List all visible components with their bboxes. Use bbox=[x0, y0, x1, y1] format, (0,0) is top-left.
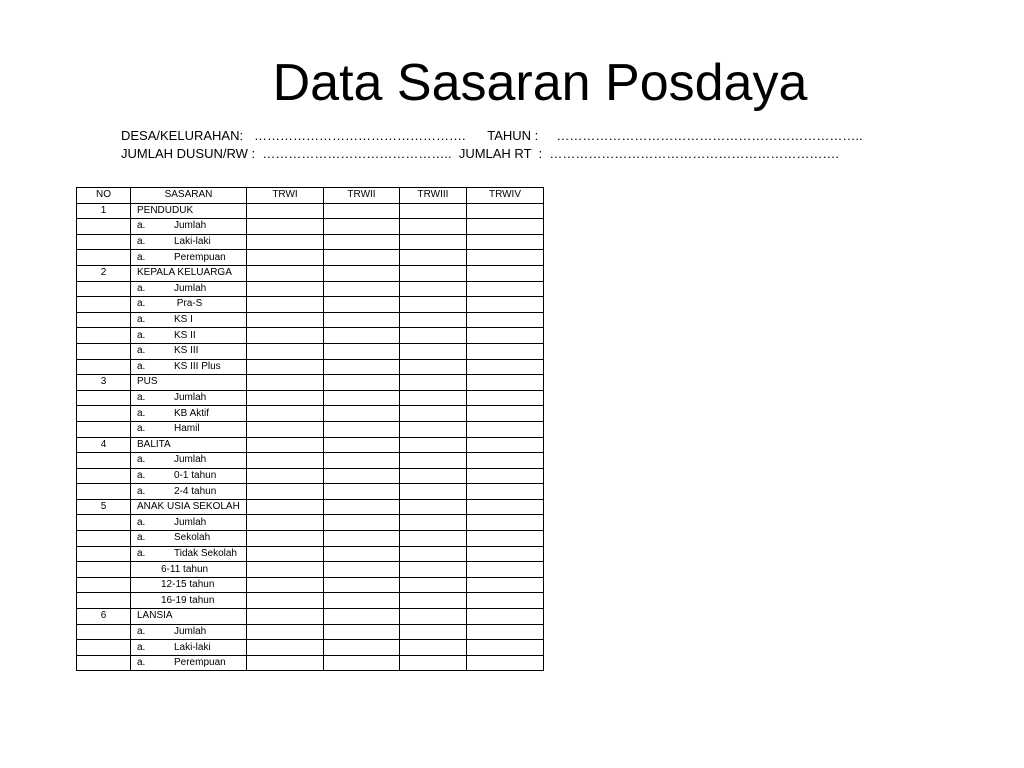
item-marker: a. bbox=[137, 236, 146, 248]
cell-sasaran bbox=[131, 593, 247, 609]
cell-trwi[interactable] bbox=[247, 453, 324, 469]
cell-no bbox=[77, 531, 131, 547]
cell-trwi[interactable] bbox=[247, 484, 324, 500]
cell-trwii[interactable] bbox=[324, 484, 400, 500]
cell-sasaran bbox=[131, 265, 247, 281]
cell-trwiv[interactable] bbox=[467, 375, 544, 391]
cell-sasaran bbox=[131, 343, 247, 359]
item-label: KS I bbox=[174, 314, 193, 326]
cell-trwiv[interactable] bbox=[467, 250, 544, 266]
cell-trwii[interactable] bbox=[324, 577, 400, 593]
cell-trwi[interactable] bbox=[247, 390, 324, 406]
cell-no bbox=[77, 343, 131, 359]
cell-sasaran bbox=[131, 359, 247, 375]
cell-trwiv[interactable] bbox=[467, 437, 544, 453]
cell-no bbox=[77, 640, 131, 656]
cell-trwiv[interactable] bbox=[467, 359, 544, 375]
cell-trwii[interactable] bbox=[324, 281, 400, 297]
cell-trwii[interactable] bbox=[324, 531, 400, 547]
cell-trwiii[interactable] bbox=[400, 312, 467, 328]
cell-trwi[interactable] bbox=[247, 468, 324, 484]
cell-trwiv[interactable] bbox=[467, 421, 544, 437]
cell-trwiii[interactable] bbox=[400, 265, 467, 281]
cell-no bbox=[77, 484, 131, 500]
cell-no: 4 bbox=[77, 437, 131, 453]
cell-trwiii[interactable] bbox=[400, 406, 467, 422]
item-label: PENDUDUK bbox=[137, 204, 194, 216]
cell-trwi[interactable] bbox=[247, 265, 324, 281]
cell-trwiv[interactable] bbox=[467, 484, 544, 500]
cell-trwiii[interactable] bbox=[400, 234, 467, 250]
cell-trwii[interactable] bbox=[324, 562, 400, 578]
cell-trwi[interactable] bbox=[247, 406, 324, 422]
rt-label: JUMLAH RT : bbox=[458, 146, 543, 161]
cell-trwi[interactable] bbox=[247, 421, 324, 437]
tahun-value: …………………………………………………………….. bbox=[556, 128, 863, 143]
item-marker: a. bbox=[137, 625, 146, 637]
table-row bbox=[77, 203, 544, 219]
sasaran-table bbox=[76, 187, 544, 671]
cell-sasaran bbox=[131, 609, 247, 625]
cell-sasaran bbox=[131, 234, 247, 250]
cell-trwiv[interactable] bbox=[467, 406, 544, 422]
cell-trwi[interactable] bbox=[247, 499, 324, 515]
header-no: NO bbox=[77, 188, 131, 204]
item-label: 0-1 tahun bbox=[174, 469, 217, 481]
cell-trwiii[interactable] bbox=[400, 281, 467, 297]
cell-no bbox=[77, 234, 131, 250]
cell-no: 5 bbox=[77, 499, 131, 515]
cell-trwii[interactable] bbox=[324, 515, 400, 531]
cell-trwii[interactable] bbox=[324, 624, 400, 640]
meta-row-desa bbox=[121, 127, 863, 144]
cell-trwiv[interactable] bbox=[467, 203, 544, 219]
item-label: Laki-laki bbox=[174, 641, 211, 653]
header-trwi: TRWI bbox=[247, 188, 324, 204]
cell-trwi[interactable] bbox=[247, 531, 324, 547]
cell-trwiii[interactable] bbox=[400, 437, 467, 453]
cell-sasaran bbox=[131, 312, 247, 328]
cell-trwiv[interactable] bbox=[467, 655, 544, 671]
item-label: 16-19 tahun bbox=[161, 594, 215, 606]
cell-no bbox=[77, 297, 131, 313]
item-marker: a. bbox=[137, 329, 146, 341]
cell-no bbox=[77, 515, 131, 531]
cell-trwiii[interactable] bbox=[400, 328, 467, 344]
meta-row-dusun bbox=[121, 145, 839, 162]
table-row bbox=[77, 562, 544, 578]
table-row bbox=[77, 219, 544, 235]
table-header-row bbox=[77, 188, 544, 204]
item-label: Jumlah bbox=[174, 516, 207, 528]
item-label: Sekolah bbox=[174, 532, 211, 544]
cell-sasaran bbox=[131, 375, 247, 391]
item-marker: a. bbox=[137, 485, 146, 497]
cell-trwi[interactable] bbox=[247, 359, 324, 375]
cell-sasaran bbox=[131, 203, 247, 219]
cell-sasaran bbox=[131, 297, 247, 313]
cell-trwii[interactable] bbox=[324, 219, 400, 235]
item-marker: a. bbox=[137, 345, 146, 357]
table-row bbox=[77, 406, 544, 422]
cell-trwi[interactable] bbox=[247, 297, 324, 313]
cell-trwi[interactable] bbox=[247, 234, 324, 250]
cell-sasaran bbox=[131, 515, 247, 531]
cell-trwiii[interactable] bbox=[400, 562, 467, 578]
cell-trwiv[interactable] bbox=[467, 234, 544, 250]
cell-trwii[interactable] bbox=[324, 453, 400, 469]
table-row bbox=[77, 390, 544, 406]
item-marker: a. bbox=[137, 423, 146, 435]
cell-trwii[interactable] bbox=[324, 437, 400, 453]
cell-trwiii[interactable] bbox=[400, 546, 467, 562]
cell-trwiv[interactable] bbox=[467, 281, 544, 297]
cell-no: 2 bbox=[77, 265, 131, 281]
item-label: 6-11 tahun bbox=[161, 563, 209, 575]
item-marker: a. bbox=[137, 657, 146, 669]
dusun-label: JUMLAH DUSUN/RW : bbox=[121, 146, 256, 161]
cell-sasaran bbox=[131, 562, 247, 578]
cell-no bbox=[77, 328, 131, 344]
desa-value: …………………………………………. bbox=[253, 128, 466, 143]
cell-trwii[interactable] bbox=[324, 655, 400, 671]
cell-trwiv[interactable] bbox=[467, 468, 544, 484]
cell-trwiii[interactable] bbox=[400, 250, 467, 266]
cell-trwi[interactable] bbox=[247, 515, 324, 531]
cell-trwi[interactable] bbox=[247, 343, 324, 359]
table-row bbox=[77, 484, 544, 500]
cell-trwiii[interactable] bbox=[400, 484, 467, 500]
item-label: Jumlah bbox=[174, 625, 207, 637]
cell-trwii[interactable] bbox=[324, 546, 400, 562]
item-label: Pra-S bbox=[174, 298, 203, 310]
cell-trwiii[interactable] bbox=[400, 390, 467, 406]
cell-trwiii[interactable] bbox=[400, 593, 467, 609]
table-row bbox=[77, 297, 544, 313]
item-marker: a. bbox=[137, 547, 146, 559]
item-marker: a. bbox=[137, 251, 146, 263]
rt-value: …………………………………………………………. bbox=[549, 146, 839, 161]
cell-trwii[interactable] bbox=[324, 390, 400, 406]
cell-no bbox=[77, 390, 131, 406]
item-label: Jumlah bbox=[174, 392, 207, 404]
cell-no bbox=[77, 219, 131, 235]
cell-no bbox=[77, 546, 131, 562]
cell-sasaran bbox=[131, 328, 247, 344]
cell-trwiv[interactable] bbox=[467, 453, 544, 469]
cell-trwiii[interactable] bbox=[400, 219, 467, 235]
cell-trwi[interactable] bbox=[247, 219, 324, 235]
cell-no bbox=[77, 577, 131, 593]
cell-sasaran bbox=[131, 484, 247, 500]
table-row bbox=[77, 265, 544, 281]
cell-trwi[interactable] bbox=[247, 203, 324, 219]
header-trwii: TRWII bbox=[324, 188, 400, 204]
item-marker: a. bbox=[137, 407, 146, 419]
item-marker: a. bbox=[137, 360, 146, 372]
cell-trwi[interactable] bbox=[247, 640, 324, 656]
item-label: Perempuan bbox=[174, 657, 226, 669]
item-label: Tidak Sekolah bbox=[174, 547, 237, 559]
table-row bbox=[77, 531, 544, 547]
cell-trwii[interactable] bbox=[324, 609, 400, 625]
item-label: Jumlah bbox=[174, 220, 207, 232]
cell-sasaran bbox=[131, 421, 247, 437]
table-row bbox=[77, 421, 544, 437]
item-label: Perempuan bbox=[174, 251, 226, 263]
item-marker: a. bbox=[137, 641, 146, 653]
table-row bbox=[77, 655, 544, 671]
cell-sasaran bbox=[131, 624, 247, 640]
cell-no bbox=[77, 250, 131, 266]
cell-trwi[interactable] bbox=[247, 655, 324, 671]
table-row bbox=[77, 499, 544, 515]
cell-trwiv[interactable] bbox=[467, 593, 544, 609]
cell-trwiv[interactable] bbox=[467, 531, 544, 547]
cell-trwiii[interactable] bbox=[400, 421, 467, 437]
item-marker: a. bbox=[137, 532, 146, 544]
cell-no bbox=[77, 312, 131, 328]
cell-sasaran bbox=[131, 406, 247, 422]
table-row bbox=[77, 375, 544, 391]
cell-trwiv[interactable] bbox=[467, 219, 544, 235]
cell-sasaran bbox=[131, 250, 247, 266]
cell-no bbox=[77, 562, 131, 578]
cell-trwi[interactable] bbox=[247, 609, 324, 625]
cell-no: 1 bbox=[77, 203, 131, 219]
cell-trwiii[interactable] bbox=[400, 655, 467, 671]
item-marker: a. bbox=[137, 220, 146, 232]
table-row bbox=[77, 577, 544, 593]
table-body bbox=[77, 203, 544, 671]
item-label: PUS bbox=[137, 376, 158, 388]
cell-trwi[interactable] bbox=[247, 624, 324, 640]
page-title: Data Sasaran Posdaya bbox=[272, 54, 808, 112]
table-row bbox=[77, 468, 544, 484]
cell-sasaran bbox=[131, 531, 247, 547]
cell-no bbox=[77, 453, 131, 469]
table-row bbox=[77, 343, 544, 359]
item-label: KS II bbox=[174, 329, 196, 341]
cell-trwii[interactable] bbox=[324, 328, 400, 344]
cell-no: 3 bbox=[77, 375, 131, 391]
cell-trwii[interactable] bbox=[324, 375, 400, 391]
cell-trwii[interactable] bbox=[324, 312, 400, 328]
cell-sasaran bbox=[131, 640, 247, 656]
cell-trwiii[interactable] bbox=[400, 297, 467, 313]
cell-trwii[interactable] bbox=[324, 468, 400, 484]
cell-sasaran bbox=[131, 437, 247, 453]
table-row bbox=[77, 359, 544, 375]
table-row bbox=[77, 624, 544, 640]
item-label: BALITA bbox=[137, 438, 171, 450]
cell-sasaran bbox=[131, 577, 247, 593]
tahun-label: TAHUN : bbox=[487, 128, 539, 143]
item-label: Jumlah bbox=[174, 282, 207, 294]
table-row bbox=[77, 281, 544, 297]
cell-trwiv[interactable] bbox=[467, 499, 544, 515]
table-row bbox=[77, 546, 544, 562]
cell-trwiv[interactable] bbox=[467, 312, 544, 328]
cell-sasaran bbox=[131, 468, 247, 484]
cell-no bbox=[77, 624, 131, 640]
desa-label: DESA/KELURAHAN: bbox=[121, 128, 244, 143]
cell-no bbox=[77, 406, 131, 422]
cell-trwii[interactable] bbox=[324, 234, 400, 250]
item-marker: a. bbox=[137, 516, 146, 528]
cell-trwiv[interactable] bbox=[467, 390, 544, 406]
cell-sasaran bbox=[131, 546, 247, 562]
cell-trwiv[interactable] bbox=[467, 640, 544, 656]
cell-trwiii[interactable] bbox=[400, 468, 467, 484]
item-label: Jumlah bbox=[174, 454, 207, 466]
header-sasaran: SASARAN bbox=[131, 188, 247, 204]
cell-no bbox=[77, 593, 131, 609]
cell-sasaran bbox=[131, 453, 247, 469]
cell-trwiv[interactable] bbox=[467, 343, 544, 359]
header-trwiv: TRWIV bbox=[467, 188, 544, 204]
cell-sasaran bbox=[131, 219, 247, 235]
item-marker: a. bbox=[137, 314, 146, 326]
cell-trwiii[interactable] bbox=[400, 375, 467, 391]
cell-trwiii[interactable] bbox=[400, 203, 467, 219]
cell-trwiii[interactable] bbox=[400, 609, 467, 625]
cell-trwi[interactable] bbox=[247, 281, 324, 297]
cell-trwi[interactable] bbox=[247, 328, 324, 344]
cell-trwiv[interactable] bbox=[467, 624, 544, 640]
cell-trwiv[interactable] bbox=[467, 328, 544, 344]
cell-trwiii[interactable] bbox=[400, 453, 467, 469]
cell-trwii[interactable] bbox=[324, 499, 400, 515]
item-label: KEPALA KELUARGA bbox=[137, 267, 232, 279]
table-row bbox=[77, 250, 544, 266]
cell-trwi[interactable] bbox=[247, 577, 324, 593]
cell-trwii[interactable] bbox=[324, 250, 400, 266]
item-label: 12-15 tahun bbox=[161, 579, 215, 591]
cell-trwiii[interactable] bbox=[400, 531, 467, 547]
table-row bbox=[77, 609, 544, 625]
cell-no bbox=[77, 281, 131, 297]
table-row bbox=[77, 312, 544, 328]
cell-trwii[interactable] bbox=[324, 640, 400, 656]
item-label: KS III bbox=[174, 345, 199, 357]
cell-trwii[interactable] bbox=[324, 343, 400, 359]
item-label: ANAK USIA SEKOLAH bbox=[137, 501, 240, 513]
table-row bbox=[77, 593, 544, 609]
table-row bbox=[77, 437, 544, 453]
cell-trwiii[interactable] bbox=[400, 343, 467, 359]
cell-trwiv[interactable] bbox=[467, 562, 544, 578]
cell-no bbox=[77, 359, 131, 375]
item-marker: a. bbox=[137, 454, 146, 466]
cell-no: 6 bbox=[77, 609, 131, 625]
cell-trwi[interactable] bbox=[247, 546, 324, 562]
cell-no bbox=[77, 421, 131, 437]
cell-trwi[interactable] bbox=[247, 312, 324, 328]
cell-trwi[interactable] bbox=[247, 562, 324, 578]
cell-trwii[interactable] bbox=[324, 203, 400, 219]
cell-sasaran bbox=[131, 390, 247, 406]
item-marker: a. bbox=[137, 469, 146, 481]
cell-trwiv[interactable] bbox=[467, 577, 544, 593]
cell-trwiii[interactable] bbox=[400, 640, 467, 656]
cell-no bbox=[77, 468, 131, 484]
cell-trwiii[interactable] bbox=[400, 359, 467, 375]
cell-trwiv[interactable] bbox=[467, 546, 544, 562]
cell-no bbox=[77, 655, 131, 671]
header-trwiii: TRWIII bbox=[400, 188, 467, 204]
dusun-value: …………………………………….. bbox=[262, 146, 452, 161]
cell-trwi[interactable] bbox=[247, 437, 324, 453]
cell-trwiv[interactable] bbox=[467, 265, 544, 281]
cell-trwiii[interactable] bbox=[400, 577, 467, 593]
cell-trwiv[interactable] bbox=[467, 609, 544, 625]
cell-trwiv[interactable] bbox=[467, 515, 544, 531]
cell-trwii[interactable] bbox=[324, 421, 400, 437]
table-row bbox=[77, 234, 544, 250]
cell-trwii[interactable] bbox=[324, 297, 400, 313]
item-marker: a. bbox=[137, 282, 146, 294]
item-marker: a. bbox=[137, 298, 146, 310]
cell-trwii[interactable] bbox=[324, 593, 400, 609]
cell-trwii[interactable] bbox=[324, 265, 400, 281]
cell-trwi[interactable] bbox=[247, 250, 324, 266]
table-row bbox=[77, 640, 544, 656]
table-row bbox=[77, 453, 544, 469]
cell-trwii[interactable] bbox=[324, 359, 400, 375]
cell-trwii[interactable] bbox=[324, 406, 400, 422]
item-marker: a. bbox=[137, 392, 146, 404]
cell-sasaran bbox=[131, 281, 247, 297]
cell-trwiv[interactable] bbox=[467, 297, 544, 313]
item-label: Laki-laki bbox=[174, 236, 211, 248]
table-row bbox=[77, 328, 544, 344]
cell-trwiii[interactable] bbox=[400, 515, 467, 531]
item-label: 2-4 tahun bbox=[174, 485, 217, 497]
item-label: LANSIA bbox=[137, 610, 173, 622]
cell-trwi[interactable] bbox=[247, 593, 324, 609]
item-label: KS III Plus bbox=[174, 360, 221, 372]
cell-sasaran bbox=[131, 655, 247, 671]
table-row bbox=[77, 515, 544, 531]
item-label: KB Aktif bbox=[174, 407, 210, 419]
item-label: Hamil bbox=[174, 423, 200, 435]
cell-trwi[interactable] bbox=[247, 375, 324, 391]
cell-trwiii[interactable] bbox=[400, 624, 467, 640]
cell-sasaran bbox=[131, 499, 247, 515]
cell-trwiii[interactable] bbox=[400, 499, 467, 515]
